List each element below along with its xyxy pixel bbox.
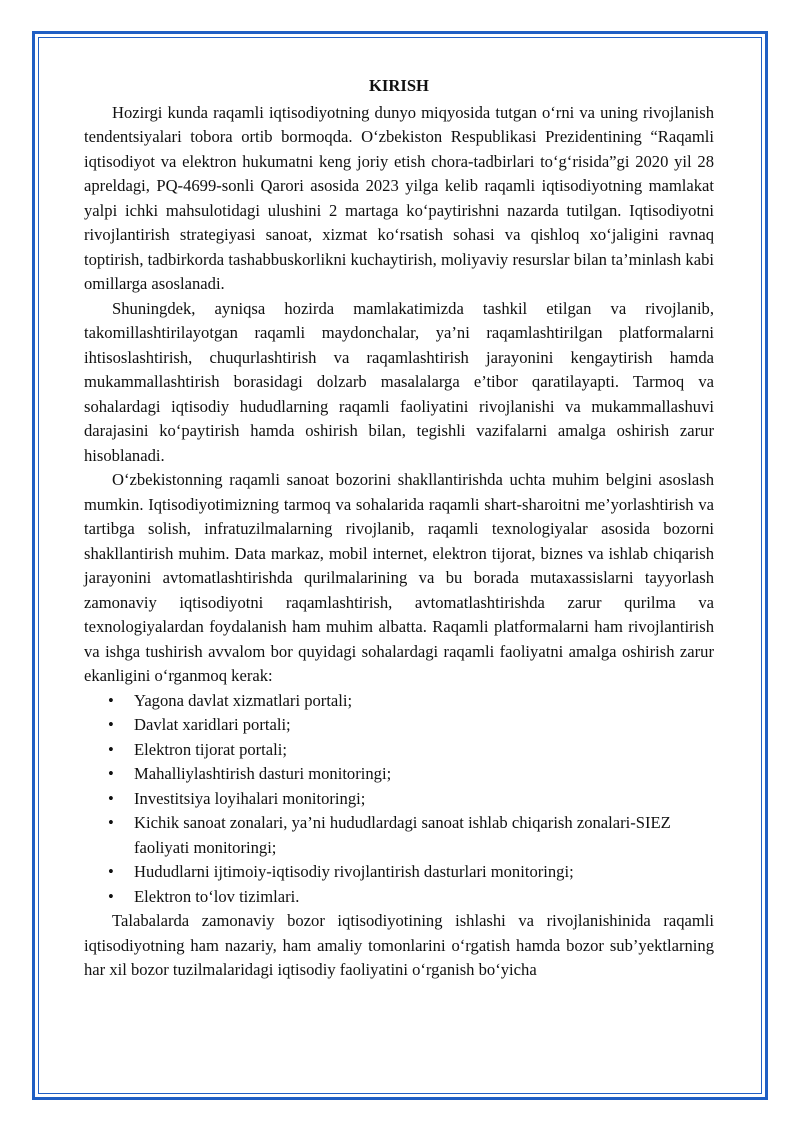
bullet-icon: • (108, 715, 114, 734)
list-item-text: Investitsiya loyihalari monitoringi; (134, 788, 366, 808)
bullet-icon: • (108, 862, 114, 881)
bullet-icon: • (108, 690, 114, 710)
list-item-text: Hududlarni ijtimoiy-iqtisodiy rivojlantirish dasturlari monitoringi; (134, 862, 574, 881)
bullet-icon: • (108, 739, 114, 759)
list-item-text: Kichik sanoat zonalari, ya’ni hududlardagi sanoat ishlab chiqarish zonalari-SIEZ faoliyati monitoringi; (134, 813, 671, 857)
bullet-list (84, 689, 714, 910)
section-title: KIRISH (369, 76, 429, 95)
bullet-icon: • (108, 813, 114, 832)
bullet-icon: • (108, 764, 114, 783)
list-item (108, 689, 714, 714)
paragraph-2: Shuningdek, ayniqsa hozirda mamlakatimizda tashkil etilgan va rivojlanib, takomillashtirilayotgan raqamli maydonchalar, ya’ni raqamlashtirilgan platformalarni ihtisoslashtirish, chuqurlashtirish va raqamlashtirish jarayonini kengaytirish hamda mukammallashtirish borasidagi dolzarb masalalarga e’tibor qaratilayapti. Tarmoq va sohalardagi iqtisodiy hududlarning raqamli faoliyatini rivojlanishi va mukammallashuvi darajasini ko‘paytirish hamda oshirish bilan, tegishli vazifalarni amalga oshirish zarur hisoblanadi. (84, 298, 714, 465)
paragraph-3: O‘zbekistonning raqamli sanoat bozorini shakllantirishda uchta muhim belgini asoslash mumkin. Iqtisodiyotimizning tarmoq va sohalarida raqamli shart-sharoitni me’yorlashtirish va tartibga solish, infratuzilmalarning rivojlanib, raqamli texnologiyalar asosida bozorni shakllantirish muhim. Data markaz, mobil internet, elektron tijorat, biznes va ishlab chiqarish jarayonini avtomatlashtirishda qurilmalarining va bu borada mutaxassislarni tayyorlash zamonaviy iqtisodiyotni raqamlashtirish, avtomatlashtirishda zarur qurilma va texnologiyalardan foydalanish ham muhim albatta. Raqamli platformalarni ham rivojlantirish va ishga tushirish avvalom bor quyidagi sohalardagi raqamli faoliyatni amalga oshirish zarur ekanligini o‘rganmoq kerak: (84, 470, 714, 685)
list-item-text: Mahalliylashtirish dasturi monitoringi; (134, 764, 392, 783)
document-body (84, 74, 714, 983)
list-item (108, 738, 714, 763)
list-item (108, 762, 714, 787)
list-item-text: Yagona davlat xizmatlari portali; (134, 690, 353, 710)
list-item (108, 787, 714, 812)
bullet-icon: • (108, 886, 114, 906)
list-item (108, 713, 714, 738)
list-item-text: Elektron to‘lov tizimlari. (134, 886, 300, 906)
list-item-text: Davlat xaridlari portali; (134, 715, 291, 734)
list-item-text: Elektron tijorat portali; (134, 739, 287, 759)
paragraph-closing: Talabalarda zamonaviy bozor iqtisodiyotining ishlashi va rivojlanishinida raqamli iqtisodiyotning ham nazariy, ham amaliy tomonlarini o‘rgatish hamda bozor sub’yektlarning har xil bozor tuzilmalaridagi iqtisodiy faoliyatini o‘rganish bo‘yicha (84, 911, 714, 979)
bullet-icon: • (108, 788, 114, 808)
list-item (108, 811, 714, 860)
paragraph-1: Hozirgi kunda raqamli iqtisodiyotning dunyo miqyosida tutgan o‘rni va uning rivojlanish tendentsiyalari tobora ortib bormoqda. O‘zbekiston Respublikasi Prezidentining “Raqamli iqtisodiyot va elektron hukumatni keng joriy etish chora-tadbirlari to‘g‘risida”gi 2020 yil 28 apreldagi, PQ-4699-sonli Qarori asosida 2023 yilga kelib raqamli iqtisodiyotning mamlakat yalpi ichki mahsulotidagi ulushini 2 martaga ko‘paytirishni nazarda tutilgan. Iqtisodiyotni rivojlantirish strategiyasi sanoat, xizmat ko‘rsatish sohasi va qishloq xo‘jaligini ravnaq toptirish, tadbirkorda tashabbuskorlikni kuchaytirish, moliyaviy resurslar bilan ta’minlash kabi omillarga asoslanadi. (84, 102, 714, 293)
list-item (108, 885, 714, 910)
list-item (108, 860, 714, 885)
